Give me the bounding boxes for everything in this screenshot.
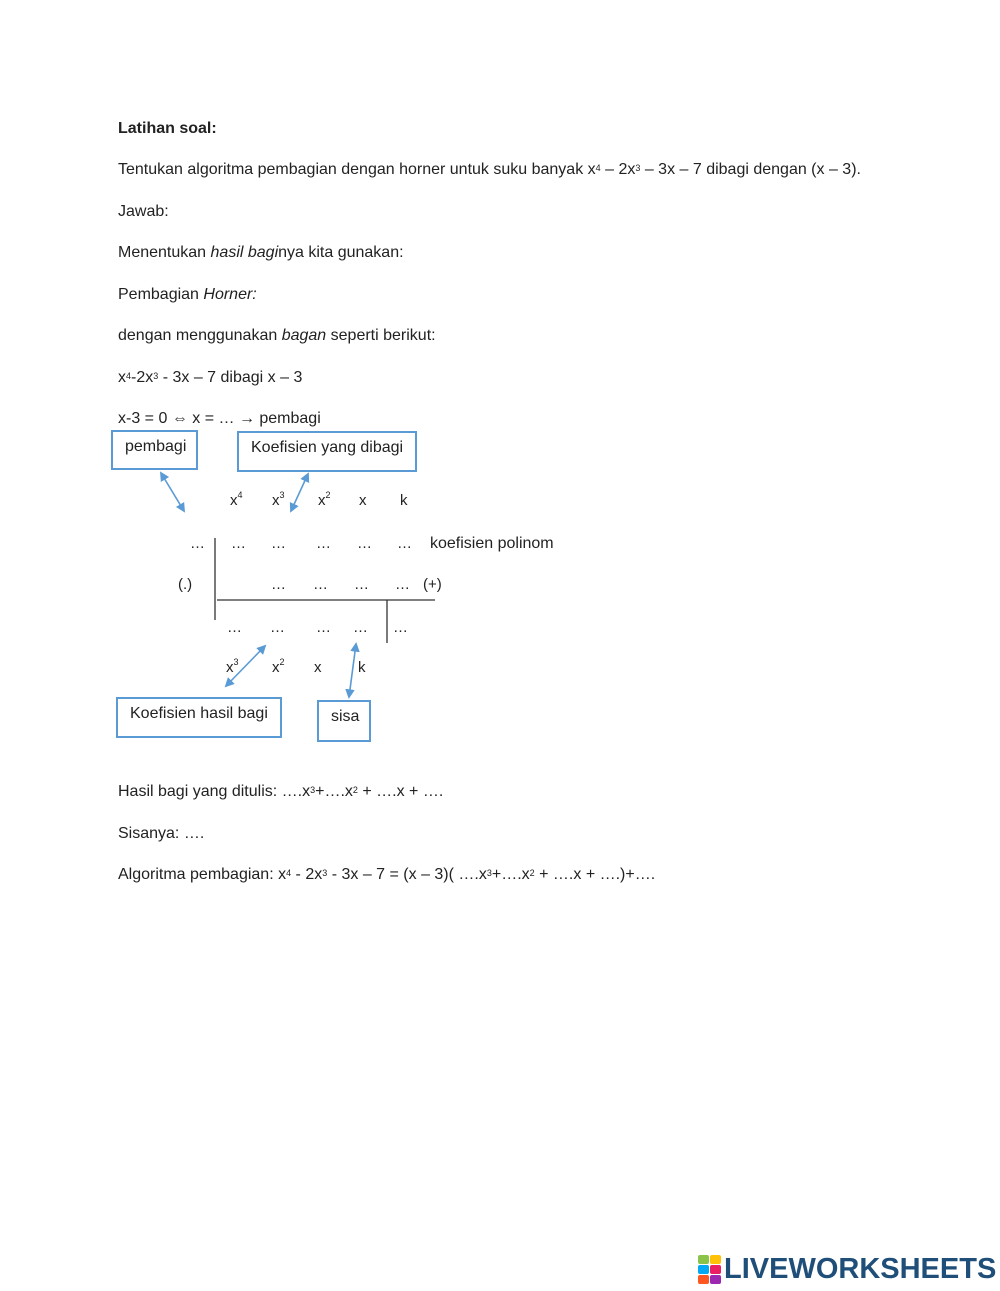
- text-part: Hasil bagi yang ditulis: ….x: [118, 783, 311, 800]
- result-cell: …: [353, 619, 368, 636]
- text-part: - 3x – 7 dibagi x – 3: [158, 369, 303, 386]
- exp: 2: [352, 785, 358, 795]
- header-x: x: [359, 492, 367, 509]
- exp: 3: [310, 785, 316, 795]
- header-base: x: [318, 492, 326, 509]
- arrow-pembagi: [161, 473, 184, 511]
- header-exp: 3: [233, 657, 239, 667]
- result-cell: …: [316, 619, 331, 636]
- box-koefisien-hasil-bagi: Koefisien hasil bagi: [116, 697, 282, 738]
- divisor-cell: …: [190, 535, 205, 552]
- text-part: dengan menggunakan: [118, 327, 282, 344]
- text-part: +….x: [491, 866, 530, 883]
- text-part: - 3x – 7 = (x – 3)( ….x: [327, 866, 487, 883]
- text-italic: bagan: [281, 327, 327, 344]
- multiply-label: (.): [178, 576, 193, 593]
- arrow-koefisien-dibagi: [291, 474, 308, 511]
- box-sisa: sisa: [317, 700, 371, 742]
- arrow-koefisien-hasil: [226, 646, 265, 686]
- text-italic: Horner:: [203, 286, 257, 303]
- text-part: -2x: [131, 369, 154, 386]
- arrow-sisa: [349, 644, 356, 697]
- text-part: seperti berikut:: [326, 327, 436, 344]
- exp: 3: [486, 868, 492, 878]
- row1-cell: …: [231, 535, 246, 552]
- row1-cell: …: [271, 535, 286, 552]
- header-base: x: [272, 659, 280, 676]
- header-exp: 4: [237, 490, 243, 500]
- result-cell: …: [270, 619, 285, 636]
- row1-cell: …: [316, 535, 331, 552]
- row2-cell: …: [313, 576, 328, 593]
- plus-label: (+): [423, 576, 442, 593]
- question-exp: 4: [595, 163, 601, 173]
- header-exp: 2: [279, 657, 285, 667]
- text-part: x-3 = 0: [118, 410, 172, 427]
- question-part: Tentukan algoritma pembagian dengan horner untuk suku banyak x: [118, 161, 596, 178]
- box-koefisien-dibagi: Koefisien yang dibagi: [237, 431, 417, 472]
- row1-label: koefisien polinom: [430, 535, 554, 552]
- text-part: x: [118, 369, 126, 386]
- row1-cell: …: [397, 535, 412, 552]
- row2-cell: …: [271, 576, 286, 593]
- equivalence-icon: ⇔: [171, 410, 188, 427]
- exp: 2: [529, 868, 535, 878]
- exp: 4: [286, 868, 292, 878]
- row2-cell: …: [395, 576, 410, 593]
- header-base: x: [230, 492, 238, 509]
- text-part: nya kita gunakan:: [278, 244, 404, 261]
- exp: 3: [153, 371, 159, 381]
- header-exp: 3: [279, 490, 285, 500]
- liveworksheets-logo-icon: [698, 1255, 722, 1285]
- bottom-header-x: x: [314, 659, 322, 676]
- question-exp: 3: [635, 163, 641, 173]
- text-part: Algoritma pembagian: x: [118, 866, 287, 883]
- answer-label: Jawab:: [118, 203, 169, 220]
- text-part: pembagi: [254, 410, 321, 427]
- heading: Latihan soal:: [118, 120, 217, 137]
- hasil-bagi-line: [118, 782, 443, 802]
- question-part: – 3x – 7 dibagi dengan (x – 3).: [640, 161, 861, 178]
- box-pembagi: pembagi: [111, 430, 198, 470]
- sisanya-line: Sisanya: ….: [118, 825, 205, 842]
- text-part: Pembagian: [118, 286, 204, 303]
- result-cell: …: [227, 619, 242, 636]
- arrow-right-icon: →: [238, 410, 255, 427]
- brand-name: LIVEWORKSHEETS: [724, 1253, 997, 1285]
- exp: 3: [322, 868, 328, 878]
- header-base: x: [226, 659, 234, 676]
- row1-cell: …: [357, 535, 372, 552]
- header-exp: 2: [325, 490, 331, 500]
- question-part: – 2x: [600, 161, 636, 178]
- text-part: x = …: [187, 410, 239, 427]
- algoritma-line: [118, 865, 655, 885]
- text-part: - 2x: [291, 866, 323, 883]
- text-part: + ….x + ….: [357, 783, 444, 800]
- text-part: Menentukan: [118, 244, 211, 261]
- bottom-header-k: k: [358, 659, 366, 676]
- text-italic: hasil bagi: [210, 244, 279, 261]
- text-part: +….x: [315, 783, 353, 800]
- header-base: x: [272, 492, 280, 509]
- exp: 4: [126, 371, 132, 381]
- row2-cell: …: [354, 576, 369, 593]
- remainder-cell: …: [393, 619, 408, 636]
- header-k: k: [400, 492, 408, 509]
- text-part: + ….x + ….)+….: [534, 866, 656, 883]
